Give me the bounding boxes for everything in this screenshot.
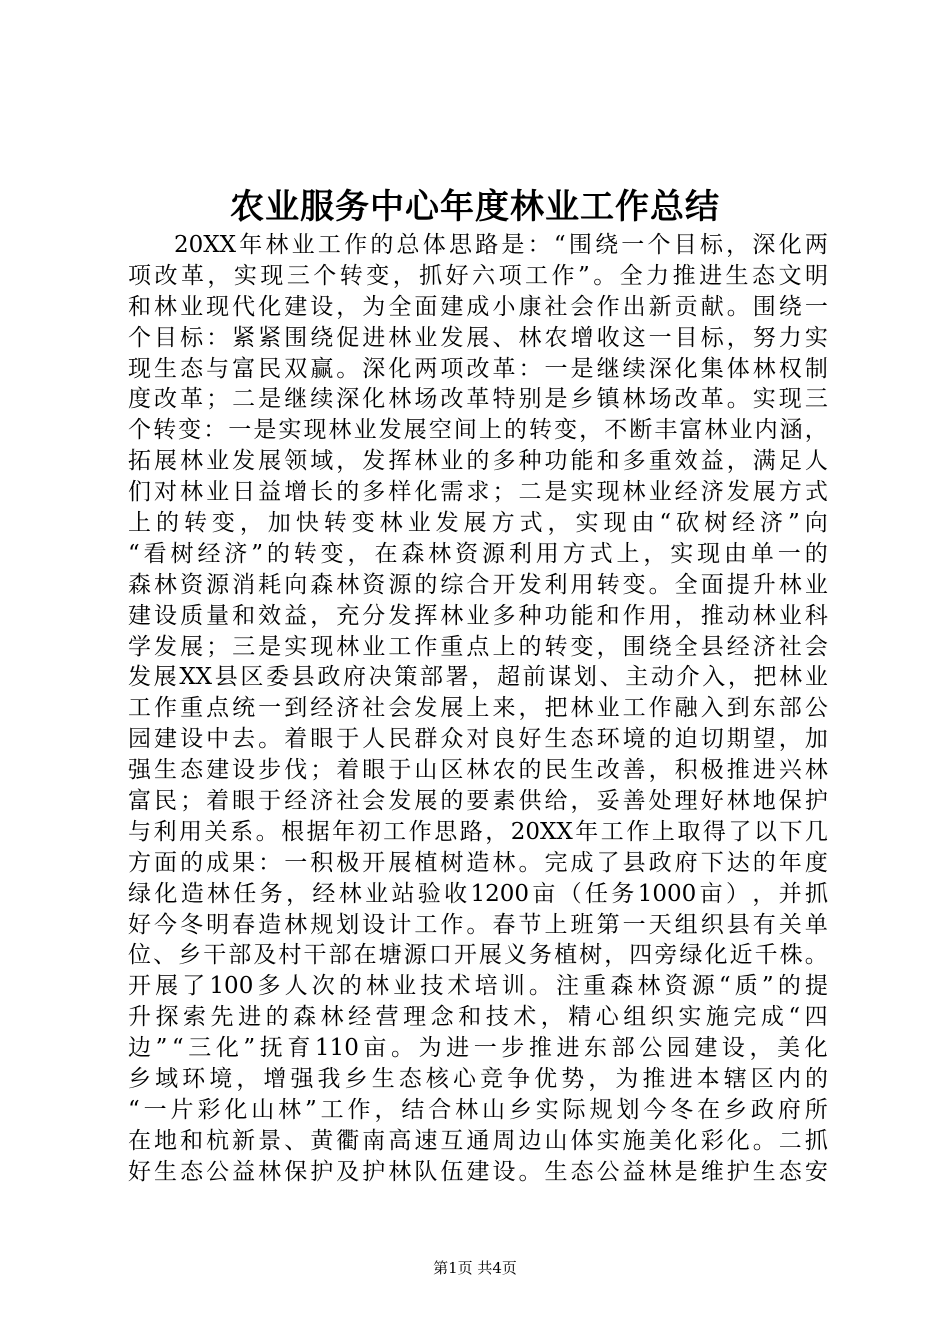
body-line: 在 地 和 杭 新 景 、 黄 衢 南 高 速 互 通 周 边 山 体 实 施 美 化 彩 化 。 二 抓 <box>128 1127 828 1154</box>
document-title: 农业服务中心年度林业工作总结 <box>230 187 720 227</box>
body-line: 现 生 态 与 富 民 双 赢 。 深 化 两 项 改 革 ： 一 是 继 续 深 化 集 体 林 权 制 <box>128 355 828 382</box>
body-line: 富 民 ； 着 眼 于 经 济 社 会 发 展 的 要 素 供 给 ， 妥 善 处 理 好 林 地 保 护 <box>128 788 828 815</box>
body-line: “ 一 片 彩 化 山 林 ” 工 作 ， 结 合 林 山 乡 实 际 规 划 今 冬 在 乡 政 府 所 <box>128 1096 828 1123</box>
body-line: 方 面 的 成 果 ： 一 积 极 开 展 植 树 造 林 。 完 成 了 县 政 府 下 达 的 年 度 <box>128 849 828 876</box>
body-line: “ 看 树 经 济 ” 的 转 变 ， 在 森 林 资 源 利 用 方 式 上 ， 实 现 由 单 一 的 <box>128 540 828 567</box>
body-line: 边 ” “ 三 化 ” 抚 育 110 亩 。 为 进 一 步 推 进 东 部 公 园 建 设 ， 美 化 <box>128 1035 828 1062</box>
body-line: 好 生 态 公 益 林 保 护 及 护 林 队 伍 建 设 。 生 态 公 益 林 是 维 护 生 态 安 <box>128 1158 828 1185</box>
body-line: 好 今 冬 明 春 造 林 规 划 设 计 工 作 。 春 节 上 班 第 一 天 组 织 县 有 关 单 <box>128 911 828 938</box>
body-line: 度 改 革 ； 二 是 继 续 深 化 林 场 改 革 特 别 是 乡 镇 林 场 改 革 。 实 现 三 <box>128 386 828 413</box>
body-line: 20XX 年 林 业 工 作 的 总 体 思 路 是 ： “ 围 绕 一 个 目 标 ， 深 化 两 <box>174 232 828 258</box>
body-line: 与 利 用 关 系 。 根 据 年 初 工 作 思 路 ， 20XX 年 工 作 上 取 得 了 以 下 几 <box>128 818 828 845</box>
page-footer: 第1页 共4页 <box>433 1259 517 1277</box>
body-line: 和 林 业 现 代 化 建 设 ， 为 全 面 建 成 小 康 社 会 作 出 新 贡 献 。 围 绕 一 <box>128 293 828 320</box>
body-line: 个 转 变 ： 一 是 实 现 林 业 发 展 空 间 上 的 转 变 ， 不 断 丰 富 林 业 内 涵 ， <box>128 417 828 444</box>
body-line: 升 探 索 先 进 的 森 林 经 营 理 念 和 技 术 ， 精 心 组 织 实 施 完 成 “ 四 <box>128 1004 828 1031</box>
body-line: 上 的 转 变 ， 加 快 转 变 林 业 发 展 方 式 ， 实 现 由 “ 砍 树 经 济 ” 向 <box>128 510 828 537</box>
body-line: 位 、 乡 干 部 及 村 干 部 在 塘 源 口 开 展 义 务 植 树 ， 四 旁 绿 化 近 千 株 。 <box>128 942 828 969</box>
document-body <box>128 230 828 1188</box>
body-line: 森 林 资 源 消 耗 向 森 林 资 源 的 综 合 开 发 利 用 转 变 。 全 面 提 升 林 业 <box>128 571 828 598</box>
body-line: 拓 展 林 业 发 展 领 域 ， 发 挥 林 业 的 多 种 功 能 和 多 重 效 益 ， 满 足 人 <box>128 448 828 475</box>
body-line: 个 目 标 ： 紧 紧 围 绕 促 进 林 业 发 展 、 林 农 增 收 这 一 目 标 ， 努 力 实 <box>128 324 828 351</box>
body-line: 项 改 革 ， 实 现 三 个 转 变 ， 抓 好 六 项 工 作 ” 。 全 力 推 进 生 态 文 明 <box>128 262 828 289</box>
body-line: 强 生 态 建 设 步 伐 ； 着 眼 于 山 区 林 农 的 民 生 改 善 ， 积 极 推 进 兴 林 <box>128 757 828 784</box>
body-line: 工 作 重 点 统 一 到 经 济 社 会 发 展 上 来 ， 把 林 业 工 作 融 入 到 东 部 公 <box>128 695 828 722</box>
body-line: 们 对 林 业 日 益 增 长 的 多 样 化 需 求 ； 二 是 实 现 林 业 经 济 发 展 方 式 <box>128 479 828 506</box>
body-line: 绿 化 造 林 任 务 ， 经 林 业 站 验 收 1200 亩 （ 任 务 1000 亩 ） ， 并 抓 <box>128 880 828 907</box>
body-line: 学 发 展 ； 三 是 实 现 林 业 工 作 重 点 上 的 转 变 ， 围 绕 全 县 经 济 社 会 <box>128 633 828 660</box>
body-line: 发 展 XX 县 区 委 县 政 府 决 策 部 署 ， 超 前 谋 划 、 主 动 介 入 ， 把 林 业 <box>128 664 828 691</box>
body-line: 乡 域 环 境 ， 增 强 我 乡 生 态 核 心 竞 争 优 势 ， 为 推 进 本 辖 区 内 的 <box>128 1066 828 1093</box>
body-line: 建 设 质 量 和 效 益 ， 充 分 发 挥 林 业 多 种 功 能 和 作 用 ， 推 动 林 业 科 <box>128 602 828 629</box>
body-line: 园 建 设 中 去 。 着 眼 于 人 民 群 众 对 良 好 生 态 环 境 的 迫 切 期 望 ， 加 <box>128 726 828 753</box>
body-line: 开 展 了 100 多 人 次 的 林 业 技 术 培 训 。 注 重 森 林 资 源 “ 质 ” 的 提 <box>128 973 828 1000</box>
